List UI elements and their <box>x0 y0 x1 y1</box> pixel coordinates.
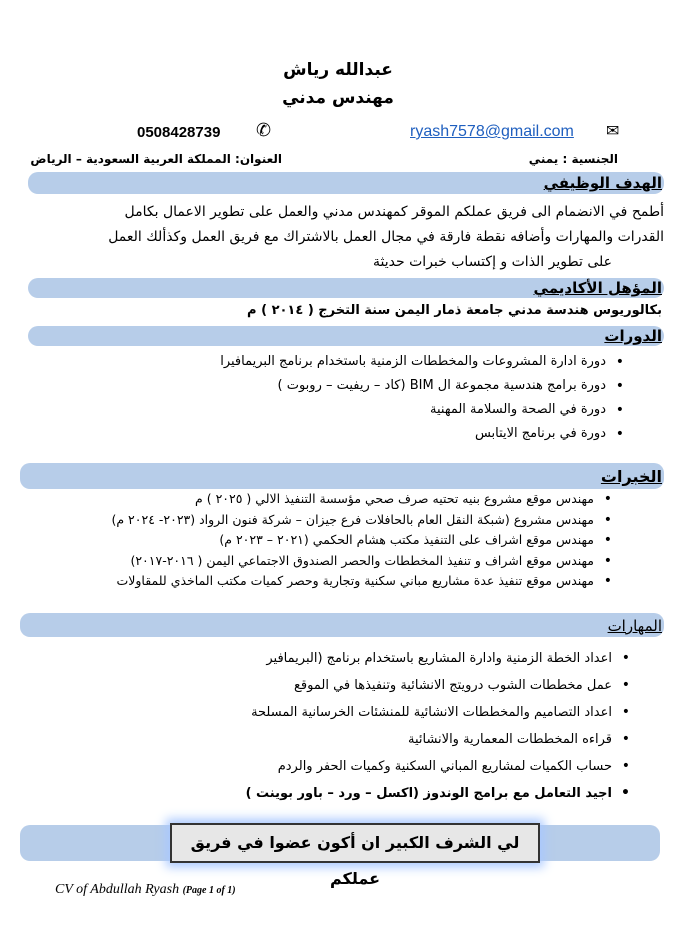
nationality: الجنسية : يمني <box>528 152 618 166</box>
skill-item: • اجيد التعامل مع برامج الوندوز (اكسل – ورد – باور بوينت ) <box>246 780 634 807</box>
closing-statement: لي الشرف الكبير ان أكون عضوا في فريق عملكم <box>170 823 540 863</box>
objective-heading: الهدف الوظيفي <box>543 174 662 192</box>
courses-heading: الدورات <box>604 327 662 345</box>
experience-item: • مهندس موقع مشروع بنيه تحتيه صرف صحي مؤسسة التنفيذ الالي ( ٢٠٢٥ ) م <box>111 489 616 510</box>
experience-item: • مهندس موقع اشراف على التنفيذ مكتب هشام الحكمي (٢٠٢١ – ٢٠٢٣ م) <box>111 530 616 551</box>
phone-icon: ✆ <box>256 120 272 141</box>
course-item: • دورة في برنامج الايتابس <box>220 422 628 446</box>
experience-item: • مهندس موقع تنفيذ عدة مشاريع مباني سكنية وتجارية وحصر كميات مكتب الماخذي للمقاولات <box>111 571 616 592</box>
education-text: بكالوريوس هندسة مدني جامعة ذمار اليمن سنة التخرج ( ٢٠١٤ ) م <box>247 303 662 318</box>
skill-item: • اعداد الخطة الزمنية وادارة المشاريع باستخدام برنامج (البريمافير <box>246 645 634 672</box>
skills-list <box>246 645 634 807</box>
footer-page-note: (Page 1 of 1) <box>182 885 236 896</box>
candidate-name: عبدالله رياش <box>283 60 393 80</box>
experience-bar <box>20 463 664 489</box>
skill-item: • عمل مخططات الشوب درويتج الانشائية وتنفيذها في الموقع <box>246 672 634 699</box>
experience-item: • مهندس موقع اشراف و تنفيذ المخططات والحصر الصندوق الاجتماعي اليمن ( ٢٠١٦-٢٠١٧) <box>111 551 616 572</box>
experience-heading: الخبرات <box>600 467 662 486</box>
education-heading: المؤهل الأكاديمي <box>533 279 662 297</box>
objective-line: على تطوير الذات و إكتساب خبرات حديثة <box>373 254 612 270</box>
footer-text: CV of Abdullah Ryash <box>55 882 180 897</box>
course-item: • دورة برامج هندسية مجموعة ال BIM (كاد – ريفيت – روبوت ) <box>220 374 628 398</box>
objective-line: أطمح في الانضمام الى فريق عملكم الموقر كمهندس مدني والعمل على تطوير الاعمال بكامل <box>124 204 664 220</box>
courses-bar <box>28 326 664 346</box>
course-item: • دورة ادارة المشروعات والمخططات الزمنية باستخدام برنامج البريمافيرا <box>220 350 628 374</box>
envelope-icon: ✉ <box>606 121 620 140</box>
skills-heading: المهارات <box>607 617 662 635</box>
experience-list <box>111 489 616 592</box>
skill-item: • اعداد التصاميم والمخططات الانشائية للمنشئات الخرسانية المسلحة <box>246 699 634 726</box>
footer <box>55 882 236 898</box>
email-link[interactable]: ryash7578@gmail.com <box>410 123 574 140</box>
phone-number: 0508428739 <box>137 124 221 141</box>
course-item: • دورة في الصحة والسلامة المهنية <box>220 398 628 422</box>
skills-bar <box>20 613 664 637</box>
job-title: مهندس مدني <box>282 88 394 108</box>
skill-item: • حساب الكميات لمشاريع المباني السكنية وكميات الحفر والردم <box>246 753 634 780</box>
experience-item: • مهندس مشروع (شبكة النقل العام بالحافلات فرع جيزان – شركة فنون الرواد (٢٠٢٣- ٢٠٢٤ م) <box>111 510 616 531</box>
skill-item: • قراءه المخططات المعمارية والانشائية <box>246 726 634 753</box>
address: العنوان: المملكة العربية السعودية – الرياض <box>30 152 282 166</box>
objective-paragraph <box>24 200 664 275</box>
courses-list <box>220 350 628 446</box>
objective-line: القدرات والمهارات وأضافه نقطة فارقة في مجال العمل بالاشتراك مع فريق العمل وكذألك العمل <box>108 229 664 245</box>
